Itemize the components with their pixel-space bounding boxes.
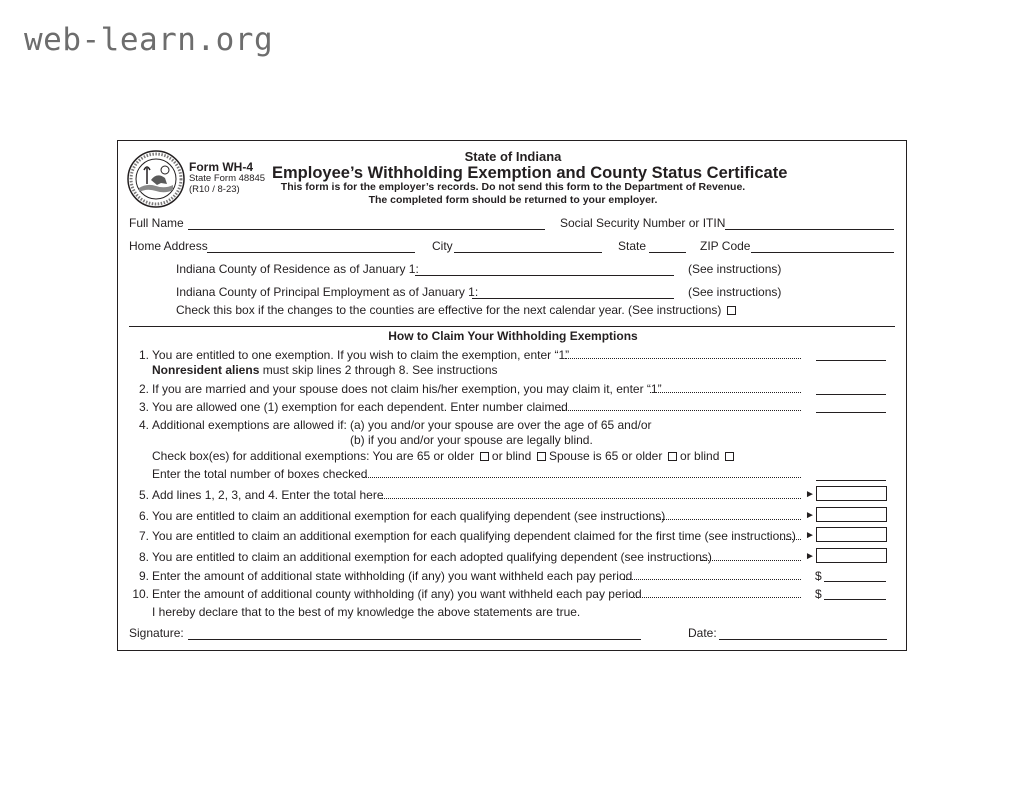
- line2-text: If you are married and your spouse does not claim his/her exemption, you may claim it, enter “1”: [152, 382, 662, 396]
- county-residence-instructions: (See instructions): [688, 262, 782, 276]
- nonresident-aliens: Nonresident aliens: [152, 363, 260, 377]
- county-residence-label: Indiana County of Residence as of January 1:: [176, 262, 419, 276]
- line6-text: You are entitled to claim an additional exemption for each qualifying dependent (see instructions): [152, 509, 666, 523]
- county-change-label: Check this box if the changes to the counties are effective for the next calendar year. (See instructions): [176, 303, 722, 317]
- line9-text: Enter the amount of additional state withholding (if any) you want withheld each pay period: [152, 569, 633, 583]
- form-title: Employee’s Withholding Exemption and County Status Certificate: [272, 164, 788, 182]
- line5-leader: [380, 498, 801, 499]
- home-address-field[interactable]: [207, 252, 415, 253]
- declaration: I hereby declare that to the best of my knowledge the above statements are true.: [152, 605, 581, 619]
- full-name-label: Full Name: [129, 216, 184, 230]
- county-residence-field[interactable]: [415, 275, 674, 276]
- line10-text: Enter the amount of additional county withholding (if any) you want withheld each pay period: [152, 587, 642, 601]
- date-field[interactable]: [719, 639, 887, 640]
- line9-dollar: $: [815, 569, 822, 583]
- line5-arrow-icon: ►: [805, 489, 815, 500]
- county-employment-instructions: (See instructions): [688, 285, 782, 299]
- state-form-number: State Form 48845: [189, 173, 266, 184]
- state-label: State: [618, 239, 647, 253]
- revision: (R10 / 8-23): [189, 184, 240, 195]
- line7-number: 7.: [138, 529, 149, 543]
- line10-leader: [631, 597, 801, 598]
- county-change-checkbox[interactable]: [727, 306, 736, 315]
- line6-box[interactable]: [816, 507, 887, 522]
- line4-condition-b: (b) if you and/or your spouse are legally blind.: [350, 433, 593, 447]
- line4-total-text: Enter the total number of boxes checked: [152, 467, 368, 481]
- line4-leader: [363, 477, 801, 478]
- date-label: Date:: [688, 626, 717, 640]
- zip-label: ZIP Code: [700, 239, 751, 253]
- state-heading: State of Indiana: [464, 149, 562, 164]
- line2-number: 2.: [138, 382, 149, 396]
- line5-number: 5.: [138, 488, 149, 502]
- records-note: This form is for the employer’s records. Do not send this form to the Department of Revenue.: [280, 181, 746, 193]
- line10-dollar: $: [815, 587, 822, 601]
- you-blind-checkbox[interactable]: [537, 452, 546, 461]
- line8-text: You are entitled to claim an additional exemption for each adopted qualifying dependent (see instructions): [152, 550, 712, 564]
- full-name-field[interactable]: [188, 229, 545, 230]
- line4-condition-a: (a) you and/or your spouse are over the age of 65 and/or: [350, 418, 652, 432]
- line7-box[interactable]: [816, 527, 887, 542]
- line7-arrow-icon: ►: [805, 530, 815, 541]
- line5-total-box[interactable]: [816, 486, 887, 501]
- line3-text: You are allowed one (1) exemption for each dependent. Enter number claimed: [152, 400, 568, 414]
- line4-checkboxes: [152, 449, 734, 463]
- line3-answer[interactable]: [816, 412, 886, 413]
- line1-text: You are entitled to one exemption. If you wish to claim the exemption, enter “1”: [152, 348, 570, 362]
- line6-leader: [654, 519, 801, 520]
- line6-number: 6.: [138, 509, 149, 523]
- county-change-row: [176, 303, 736, 317]
- signature-field[interactable]: [188, 639, 641, 640]
- line1-leader: [565, 358, 801, 359]
- line5-text: Add lines 1, 2, 3, and 4. Enter the total here: [152, 488, 384, 502]
- line7-leader: [782, 539, 801, 540]
- wh4-form: [117, 140, 907, 651]
- signature-label: Signature:: [129, 626, 184, 640]
- line4-number: 4.: [138, 418, 149, 432]
- spouse-blind-checkbox[interactable]: [725, 452, 734, 461]
- watermark: web-learn.org: [24, 22, 274, 58]
- line6-arrow-icon: ►: [805, 510, 815, 521]
- line4-text: Additional exemptions are allowed if:: [152, 418, 347, 432]
- line9-amount[interactable]: [824, 581, 886, 582]
- state-field[interactable]: [649, 252, 686, 253]
- city-field[interactable]: [454, 252, 602, 253]
- spouse-65-checkbox[interactable]: [668, 452, 677, 461]
- line2-leader: [650, 392, 801, 393]
- line3-number: 3.: [138, 400, 149, 414]
- section-heading: How to Claim Your Withholding Exemptions: [388, 329, 638, 343]
- line10-amount[interactable]: [824, 599, 886, 600]
- line2-answer[interactable]: [816, 394, 886, 395]
- section-divider: [129, 326, 895, 327]
- county-employment-label: Indiana County of Principal Employment as of January 1:: [176, 285, 479, 299]
- home-address-label: Home Address: [129, 239, 208, 253]
- return-note: The completed form should be returned to your employer.: [368, 194, 658, 206]
- county-employment-field[interactable]: [472, 298, 674, 299]
- line10-number: 10.: [132, 587, 149, 601]
- line1-answer[interactable]: [816, 360, 886, 361]
- line4-check-label: Check box(es) for additional exemptions: You are 65 or older: [152, 449, 475, 463]
- you-65-checkbox[interactable]: [480, 452, 489, 461]
- line8-arrow-icon: ►: [805, 551, 815, 562]
- spouse-blind-label: or blind: [680, 449, 720, 463]
- line4-answer[interactable]: [816, 480, 886, 481]
- line9-leader: [623, 579, 801, 580]
- ssn-label: Social Security Number or ITIN: [560, 216, 726, 230]
- line7-text: You are entitled to claim an additional exemption for each qualifying dependent claimed for the first time (see instructions): [152, 529, 796, 543]
- line9-number: 9.: [138, 569, 149, 583]
- ssn-field[interactable]: [725, 229, 894, 230]
- city-label: City: [432, 239, 453, 253]
- line1-note: [152, 363, 498, 377]
- line8-box[interactable]: [816, 548, 887, 563]
- line1-number: 1.: [138, 348, 149, 362]
- line3-leader: [558, 410, 801, 411]
- line8-leader: [701, 560, 801, 561]
- form-name: Form WH-4: [189, 160, 253, 174]
- spouse-65-label: Spouse is 65 or older: [548, 449, 663, 463]
- you-blind-label: or blind: [491, 449, 532, 463]
- line8-number: 8.: [138, 550, 149, 564]
- zip-field[interactable]: [751, 252, 894, 253]
- line1-note-rest: must skip lines 2 through 8. See instructions: [262, 363, 498, 377]
